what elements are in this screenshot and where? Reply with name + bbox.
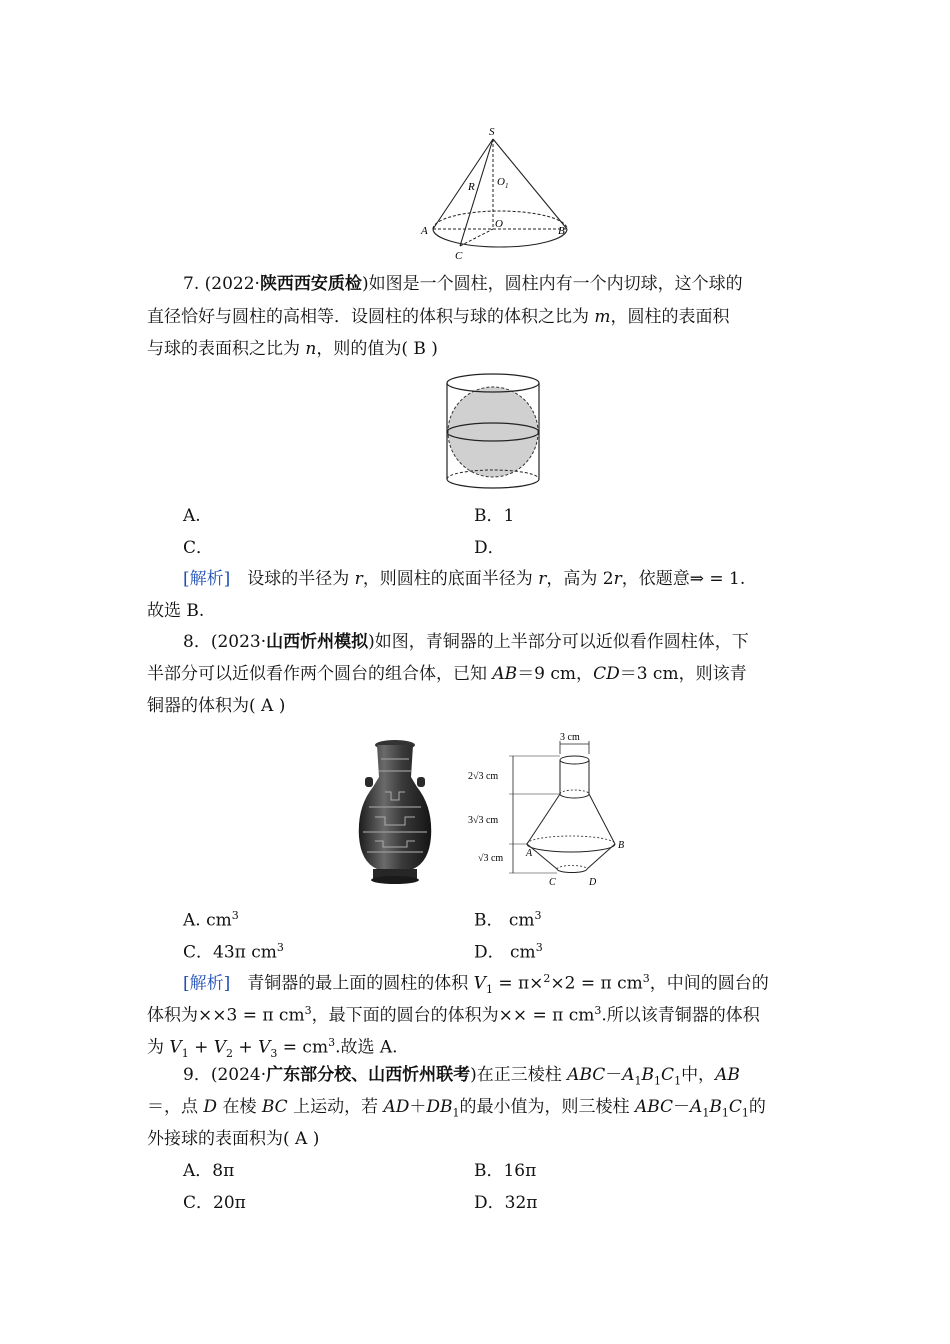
cone-label-A: A [421,225,428,237]
diagram-label-B: B [618,840,625,851]
cone-label-S: S [489,126,495,138]
q8-line-2: 半部分可以近似看作两个圆台的组合体，已知 AB＝9 cm，CD＝3 cm，则该青 [147,664,747,684]
q7-solution-2: 故选 B. [147,601,205,621]
diagram-height-1: 2√3 cm [468,771,499,782]
diagram-height-2: 3√3 cm [468,815,499,826]
q8-solution-1: [解析] 青铜器的最上面的圆柱的体积 $V_1 = \pi\times^2\times 2 = \pi$ $cm^3$，中间的圆台的 [183,972,769,997]
cylinder-sphere-figure [440,367,550,497]
q7-solution-tag: [解析] [183,569,231,589]
q8-solution-3: 为 $V_1 + V_2 + V_3 = cm^3$.故选 A. [147,1036,398,1061]
q7-option-a: A. [183,506,201,526]
q9-option-b: B．16π [474,1161,537,1181]
q9-option-c: C．20π [183,1193,246,1213]
cone-label-O1: $O_1$ [497,176,509,190]
bronze-vessel-image [355,737,435,887]
q8-option-c: C．43π $cm^3$ [183,941,284,963]
q7-line-1: 7. (2022·陕西西安质检)如图是一个圆柱，圆柱内有一个内切球，这个球的 [183,274,743,294]
q7-line-2: 直径恰好与圆柱的高相等．设圆柱的体积与球的体积之比为 m，圆柱的表面积 [147,307,730,327]
diagram-label-A: A [526,848,533,859]
q7-option-c: C． [183,538,214,558]
diagram-label-D: D [589,877,597,888]
q7-line-3: 与球的表面积之比为 n，则的值为( B ) [147,339,438,359]
diagram-height-3: √3 cm [478,853,504,864]
cone-label-O: O [495,218,503,230]
q7-solution-1: [解析] 设球的半径为 r，则圆柱的底面半径为 r，高为 2r，依题意⇒ = 1. [183,569,746,589]
q8-option-b: B． $cm^3$ [474,909,542,931]
q9-option-d: D．32π [474,1193,538,1213]
q8-option-a: A. $cm^3$ [183,909,239,931]
q8-line-1: 8．(2023·山西忻州模拟)如图，青铜器的上半部分可以近似看作圆柱体，下 [183,632,749,652]
cone-label-C: C [455,250,463,262]
cone-label-R: R [468,181,475,193]
inscribed-sphere [448,387,538,477]
cone-label-B: B [558,225,565,237]
q8-option-d: D． $cm^3$ [474,941,543,963]
diagram-top-width: 3 cm [560,732,580,743]
diagram-label-C: C [549,877,556,888]
q7-option-d: D． [474,538,505,558]
q7-option-b: B．1 [474,506,515,526]
q9-option-a: A．8π [183,1161,235,1181]
q9-line-1: 9．(2024·广东部分校、山西忻州联考)在正三棱柱 $ABC-A_1B_1C_1$中，AB [183,1065,740,1088]
bronze-diagram [465,727,640,892]
q8-solution-2: 体积为××3 = π $cm^3$，最下面的圆台的体积为×× = π $cm^3$.所以该青铜器的体积 [147,1004,760,1026]
q8-solution-tag: [解析] [183,973,231,994]
cone-figure [415,125,575,265]
q9-line-3: 外接球的表面积为( A ) [147,1129,320,1149]
q9-line-2: ＝，点 D 在棱 BC 上运动，若 $AD+DB_1$的最小值为，则三棱柱 $ABC-A_1B_1C_1$的 [147,1097,766,1120]
q8-line-3: 铜器的体积为( A ) [147,696,286,716]
